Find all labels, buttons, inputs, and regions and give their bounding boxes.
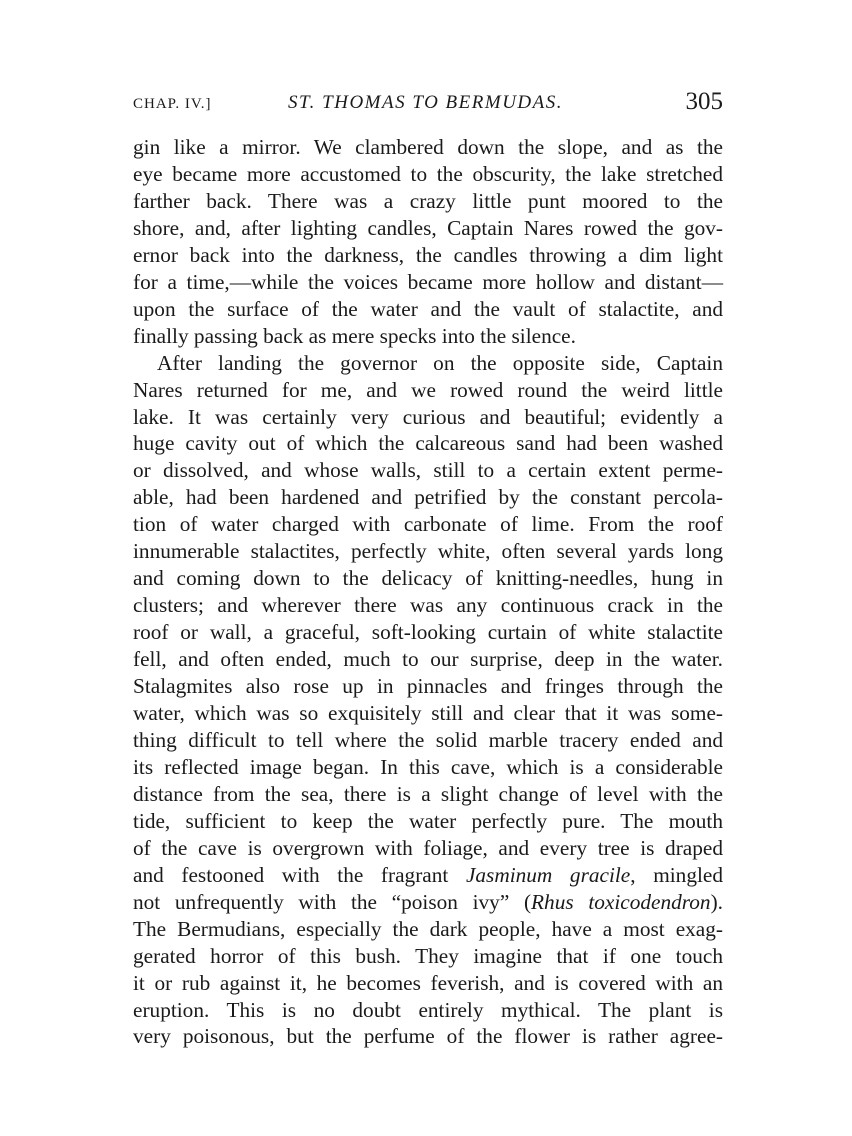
line-text: not unfrequently with the “poison ivy” ( bbox=[133, 889, 532, 914]
italic-plant-name: Jasminum gracile bbox=[465, 862, 631, 887]
line-text: ). bbox=[710, 889, 723, 914]
running-header bbox=[133, 88, 723, 122]
line-text: , mingled bbox=[630, 862, 723, 887]
text-line: its reflected image began. In this cave, which is a considerable bbox=[133, 754, 723, 779]
italic-plant-name: Rhus toxicodendron bbox=[531, 889, 711, 914]
running-title: ST. THOMAS TO BERMUDAS. bbox=[288, 92, 563, 113]
body-text bbox=[133, 134, 723, 1050]
text-line: thing difficult to tell where the solid marble tracery ended and bbox=[133, 727, 723, 752]
text-line-with-italic bbox=[133, 862, 723, 889]
paragraph-start-line: After landing the governor on the opposite side, Captain bbox=[157, 350, 723, 375]
text-line: of the cave is overgrown with foliage, and every tree is draped bbox=[133, 835, 723, 860]
text-line: Stalagmites also rose up in pinnacles and fringes through the bbox=[133, 674, 723, 699]
page-number: 305 bbox=[685, 88, 723, 115]
text-line: gin like a mirror. We clambered down the slope, and as the bbox=[133, 135, 723, 159]
text-line: shore, and, after lighting candles, Captain Nares rowed the gov- bbox=[133, 215, 723, 240]
text-line: eye became more accustomed to the obscurity, the lake stretched bbox=[133, 161, 723, 186]
text-line: tide, sufficient to keep the water perfectly pure. The mouth bbox=[133, 808, 723, 833]
text-line: water, which was so exquisitely still and clear that it was some- bbox=[133, 701, 723, 726]
text-line: for a time,—while the voices became more hollow and distant— bbox=[133, 269, 723, 294]
text-line: ernor back into the darkness, the candles throwing a dim light bbox=[133, 242, 723, 267]
text-line: and coming down to the delicacy of knitting-needles, hung in bbox=[133, 566, 723, 591]
text-line: eruption. This is no doubt entirely mythical. The plant is bbox=[133, 997, 723, 1022]
text-line: gerated horror of this bush. They imagine that if one touch bbox=[133, 943, 723, 968]
text-line: tion of water charged with carbonate of lime. From the roof bbox=[133, 512, 723, 537]
chapter-label: CHAP. IV.] bbox=[133, 96, 212, 112]
text-line: or dissolved, and whose walls, still to a certain extent perme- bbox=[133, 458, 723, 483]
line-text: and festooned with the fragrant bbox=[133, 862, 466, 887]
text-line: upon the surface of the water and the vault of stalactite, and bbox=[133, 296, 723, 321]
text-line: farther back. There was a crazy little punt moored to the bbox=[133, 188, 723, 213]
text-line: Nares returned for me, and we rowed round the weird little bbox=[133, 377, 723, 402]
text-line: clusters; and wherever there was any continuous crack in the bbox=[133, 593, 723, 618]
text-line: distance from the sea, there is a slight change of level with the bbox=[133, 781, 723, 806]
text-line: very poisonous, but the perfume of the flower is rather agree- bbox=[133, 1024, 723, 1049]
text-line-with-italic bbox=[133, 889, 723, 916]
text-line: lake. It was certainly very curious and beautiful; evidently a bbox=[133, 404, 723, 429]
text-line: innumerable stalactites, perfectly white, often several yards long bbox=[133, 539, 723, 564]
text-line: fell, and often ended, much to our surprise, deep in the water. bbox=[133, 647, 723, 672]
text-line: huge cavity out of which the calcareous sand had been washed bbox=[133, 431, 723, 456]
text-line: it or rub against it, he becomes feverish, and is covered with an bbox=[133, 970, 723, 995]
text-line: roof or wall, a graceful, soft-looking curtain of white stalactite bbox=[133, 620, 723, 645]
paragraph-end-line: finally passing back as mere specks into the silence. bbox=[133, 323, 576, 348]
text-line: The Bermudians, especially the dark people, have a most exag- bbox=[133, 916, 723, 941]
text-line: able, had been hardened and petrified by the constant percola- bbox=[133, 485, 723, 510]
